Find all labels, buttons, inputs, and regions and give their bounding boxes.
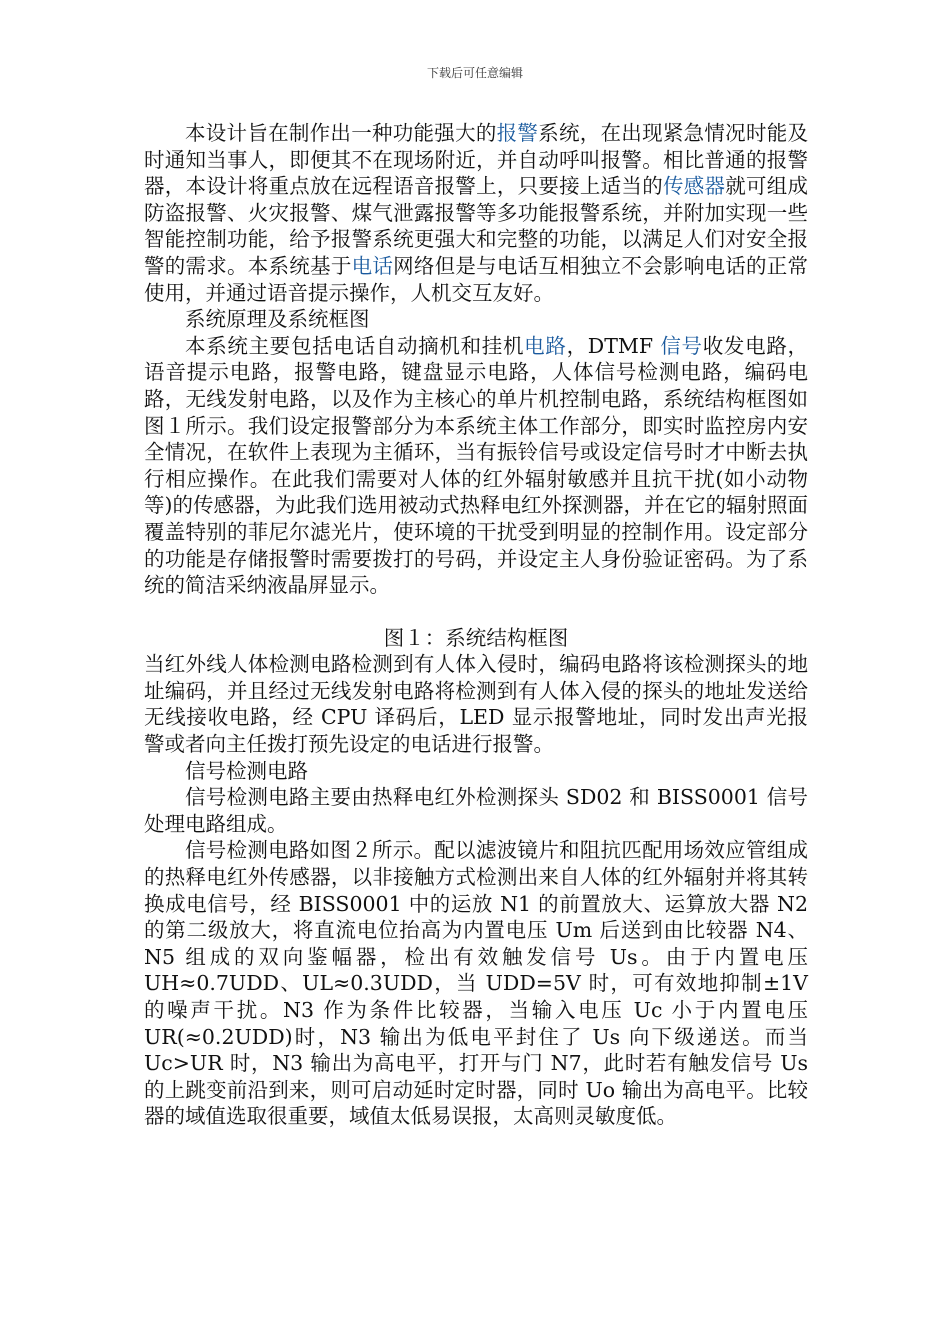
page-header: 下载后可任意编辑	[426, 66, 523, 80]
text-span: 就可组成防盗报警、火灾报警、煤气泄露报警等多功能报警系统，并附加实现一些智能控制功能，给予报警系统更强大和完整的功能，以满足人们对安全报警的需求。本系统基于	[144, 174, 809, 278]
detection-flow-paragraph: 当红外线人体检测电路检测到有人体入侵时，编码电路将该检测探头的地址编码，并且经过无线发射电路将检测到有人体入侵的探头的地址发送给无线接收电路，经 CPU 译码后，LED 显示报警地址，同时发出声光报警或者向主任拨打预先设定的电话进行报警。	[144, 652, 808, 757]
text-span: 系统，在出现紧急情况时能及时通知当事人，即便其不在现场附近，并自动呼叫报警。相比普通的报警器，本设计将重点放在远程语音报警上，只要接上适当的	[144, 121, 809, 199]
intro-paragraph	[144, 120, 808, 306]
link-telephone[interactable]: 电话	[351, 253, 394, 278]
section-heading-system-principle: 系统原理及系统框图	[185, 307, 370, 332]
figure-caption: 图１：系统结构框图	[383, 625, 569, 650]
text-span: 本设计旨在制作出一种功能强大的	[185, 121, 497, 145]
signal-circuit-detail-paragraph: 信号检测电路如图２所示。配以滤波镜片和阻抗匹配用场效应管组成的热释电红外传感器，以非接触方式检测出来自人体的红外辐射并将其转换成电信号，经 BISS0001 中的运放 N1 的前置放大、运算放大器 N2 的第二级放大，将直流电位抬高为内置电压 Um 后送到由比较器 N4、N5 组成的双向鉴幅器，检出有效触发信号 Us。由于内置电压 UH≈0.7UDD、UL≈0.3UDD，当 UDD=5V 时，可有效地抑制±1V 的噪声干扰。N3 作为条件比较器，当输入电压 Uc 小于内置电压 UR(≈0.2UDD)时，N3 输出为低电平封住了 Us 向下级递送。而当 Uc>UR 时，N3 输出为高电平，打开与门 N7，此时若有触发信号 Us 的上跳变前沿到来，则可启动延时定时器，同时 Uo 输出为高电平。比较器的域值选取很重要，域值太低易误报，太高则灵敏度低。	[144, 838, 808, 1129]
text-span: ，DTMF	[566, 333, 661, 358]
link-circuit[interactable]: 电路	[524, 333, 567, 358]
link-sensor[interactable]: 传感器	[662, 174, 726, 199]
section-heading-signal-detection: 信号检测电路	[185, 758, 308, 783]
document-body	[144, 120, 808, 1130]
link-signal[interactable]: 信号	[660, 333, 703, 358]
link-alarm[interactable]: 报警	[496, 121, 539, 145]
system-description-paragraph	[144, 333, 808, 599]
signal-detection-paragraph: 信号检测电路主要由热释电红外检测探头 SD02 和 BISS0001 信号处理电路组成。	[144, 785, 808, 836]
text-span: 收发电路，语音提示电路，报警电路，键盘显示电路，人体信号检测电路，编码电路，无线发射电路，以及作为主核心的单片机控制电路，系统结构框图如图１所示。我们设定报警部分为本系统主体工作部分，即实时监控房内安全情况，在软件上表现为主循环，当有振铃信号或设定信号时才中断去执行相应操作。在此我们需要对人体的红外辐射敏感并且抗干扰(如小动物等)的传感器，为此我们选用被动式热释电红外探测器，并在它的辐射照面覆盖特别的菲尼尔滤光片，使环境的干扰受到明显的控制作用。设定部分的功能是存储报警时需要拨打的号码，并设定主人身份验证密码。为了系统的简洁采纳液晶屏显示。	[144, 333, 809, 598]
text-span: 网络但是与电话互相独立不会影响电话的正常使用，并通过语音提示操作，人机交互友好。	[144, 253, 809, 305]
text-span: 本系统主要包括电话自动摘机和挂机	[185, 333, 525, 358]
